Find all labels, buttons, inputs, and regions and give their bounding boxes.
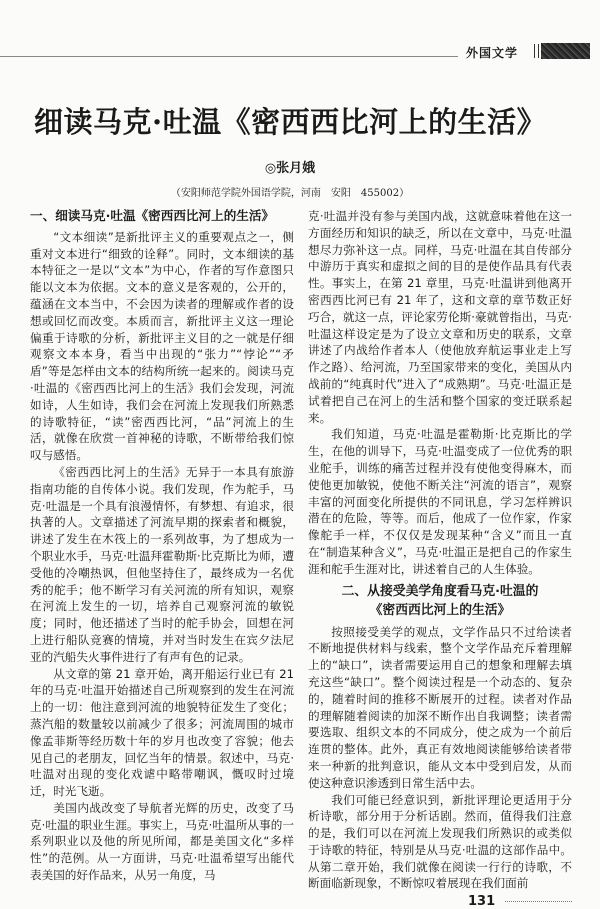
- paragraph: 《密西西比河上的生活》无异于一本具有旅游指南功能的自传体小说。我们发现，作为舵手，马克·吐温是一个具有浪漫情怀，有梦想、有追求，很执著的人。文章描述了河流早期的探索者和概貌，讲述了发生在木筏上的一系列故事，为了想成为一个职业水手，马克·吐温拜霍勒斯·比克斯比为师，遭受他的冷嘲热讽，但他坚持住了，最终成为一名优秀的舵手；他不断学习有关河流的所有知识，观察在河流上发生的一切，培养自己观察河流的敏锐度；同时，他还描述了当时的舵手协会，回想在河上进行船队竞赛的情境，并对当时发生在宾夕法尼亚的汽船失火事件进行了有声有色的记录。: [30, 464, 294, 664]
- paragraph: 克·吐温并没有参与美国内战，这就意味着他在这一方面经历和知识的缺乏，所以在文章中，马克·吐温想尽力弥补这一点。同样，马克·吐温在其自传部分中游历于真实和虚拟之间的目的是使作品具有代表性。事实上，在第 21 章里，马克·吐温讲到他离开密西西比河已有 21 年了，这和文章的章节数正好巧合，就这一点，评论家劳伦斯·豪就曾指出，马克·吐温这样设定是为了设立文章和历史的联系，文章讲述了内战给作者本人（使他放弃航运事业走上写作之路）、给河流，乃至国家带来的变化，美国从内战前的“纯真时代”进入了“成熟期”。马克·吐温正是试着把自己在河上的生活和整个国家的变迁联系起来。: [308, 209, 572, 425]
- paragraph: 我们知道，马克·吐温是霍勒斯·比克斯比的学生，在他的训导下，马克·吐温变成了一位优秀的职业舵手，训练的痛苦过程并没有使他变得麻木，而使他更加敏锐，使他不断关注“河流的语言”，观察丰富的河面变化所提供的不同讯息，学习怎样辨识潜在的危险，等等。而后，他成了一位作家，作家像舵手一样，不仅仅是发现某种“含义”而且一直在“制造某种含义”，马克·吐温正是把自己的作家生涯和舵手生涯对比，讲述着自己的人生体验。: [308, 427, 572, 576]
- article-author: ◎张月娥: [264, 161, 316, 176]
- article-body: [30, 208, 572, 909]
- section-heading-2: [308, 582, 572, 620]
- paragraph: 从文章的第 21 章开始，离开船运行业已有 21 年的马克·吐温开始描述自己所观察到的发生在河流上的一切：他注意到河流的地貌特征发生了变化；蒸汽船的数量较以前减少了很多；河流周围的城市像孟菲斯等经历数十年的岁月也改变了容貌；他去见自己的老朋友，回忆当年的情景。叙述中，马克·吐温对出现的变化戏谑中略带嘲讽，慨叹时过境迁，时光飞逝。: [30, 666, 294, 799]
- section-tag: 外国文学: [466, 46, 519, 60]
- footer-rule: [505, 901, 572, 902]
- paragraph: “文本细读”是新批评主义的重要观点之一，侧重对文本进行“细致的诠释”。同时，文本细读的基本特征之一是以“文本”为中心，作者的写作意图只能以文本为依据。文本的意义是客观的，公开的，蕴涵在文本当中，不会因为读者的理解或作者的设想或回忆而改变。本质而言，新批评主义这一理论偏重于诗歌的分析，新批评主义目的之一就是仔细观察文本本身，看当中出现的“张力”“悖论”“矛盾”等是怎样由文本的结构所统一起来的。阅读马克·吐温的《密西西比河上的生活》我们会发现，河流如诗，人生如诗，我们会在河流上发现我们所熟悉的诗歌特征，“读”密西西比河，“品”河流上的生活，就像在欣赏一首神秘的诗歌，不断带给我们惊叹与感悟。: [30, 229, 294, 463]
- columns: [30, 208, 572, 892]
- paragraph: 按照接受美学的观点，文学作品只不过给读者不断地提供材料与线索，整个文学作品充斥着理解上的“缺口”，读者需要运用自己的想象和理解去填充这些“缺口”。整个阅读过程是一个动态的、复杂的，随着时间的推移不断展开的过程。读者对作品的理解随着阅读的加深不断作出自我调整；读者需要选取、组织文本的不同成分，使之成为一个前后连贯的整体。此外，真正有效地阅读能够给读者带来一种新的批判意识，能从文本中受到启发，从而使这种意识渗透到日常生活中去。: [308, 624, 572, 790]
- paragraph: 我们可能已经意识到，新批评理论更适用于分析诗歌，部分用于分析话剧。然而，值得我们注意的是，我们可以在河流上发现我们所熟识的或类似于诗歌的特征，特别是从马克·吐温的这部作品中。从第二章开始，我们就像在阅读一行行的诗歌，不断面临新现象，不断惊叹着展现在我们面前: [308, 792, 572, 891]
- header-pattern-block: [541, 43, 590, 59]
- section-heading-2-line2: 《密西西比河上的生活》: [369, 602, 511, 618]
- left-column: [30, 208, 294, 884]
- section-heading-2-line1: 二、从接受美学角度看马克·吐温的: [341, 583, 539, 599]
- article-title: 细读马克·吐温《密西西比河上的生活》: [34, 105, 547, 139]
- paragraph: 美国内战改变了导航者光辉的历史，改变了马克·吐温的职业生涯。事实上，马克·吐温所从事的一系列职业以及他的所见所闻，都是美国文化“多样性”的范例。从一方面讲，马克·吐温希望写出能代表美国的好作品来，从另一角度，马: [30, 800, 294, 883]
- header-bars-decoration: [534, 44, 539, 58]
- author-affiliation: （安阳师范学院外国语学院，河南 安阳 455002）: [170, 188, 410, 199]
- page-footer: [30, 894, 572, 909]
- header-rule: [0, 56, 458, 57]
- section-heading-1: 一、细读马克·吐温《密西西比河上的生活》: [30, 208, 275, 223]
- page-number: 131: [468, 894, 496, 909]
- right-column: [308, 208, 572, 892]
